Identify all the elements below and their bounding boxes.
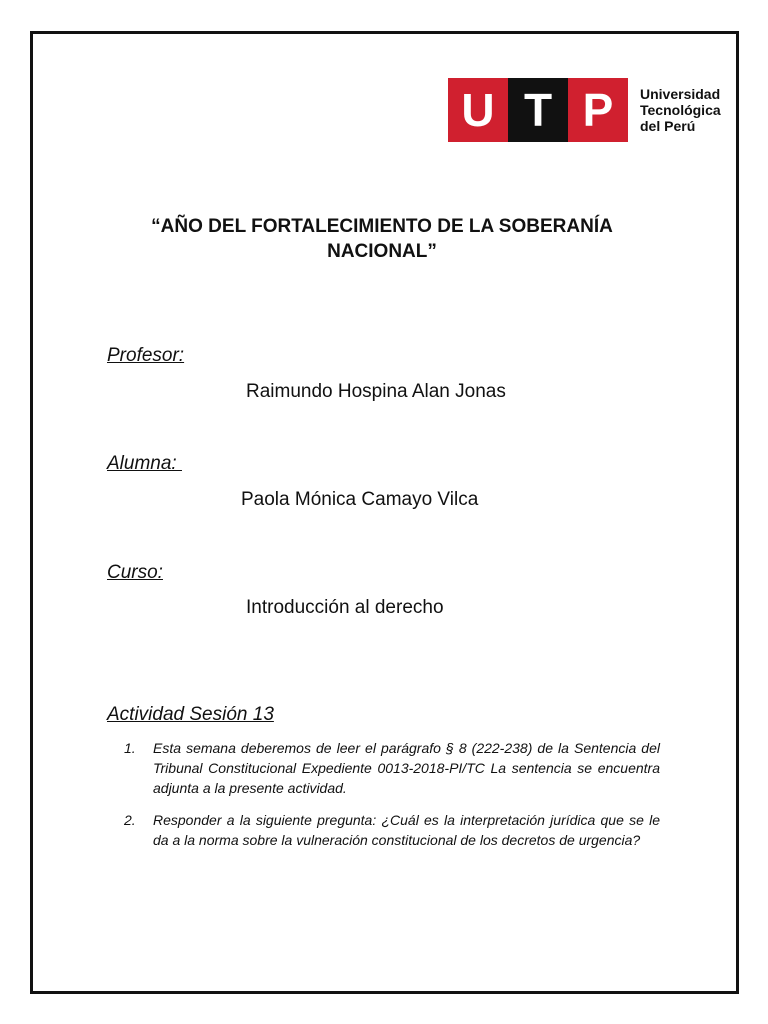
logo-letter-p: P: [568, 78, 628, 142]
activity-list: [124, 738, 660, 862]
logo-letter-blocks: [448, 78, 628, 142]
document-title: “AÑO DEL FORTALECIMIENTO DE LA SOBERANÍA NACIONAL”: [151, 216, 613, 262]
logo-text-line: del Perú: [640, 118, 696, 134]
curso-label: Curso:: [107, 562, 163, 583]
curso-name: Introducción al derecho: [246, 597, 444, 618]
activity-label: Actividad Sesión 13: [107, 704, 274, 725]
alumna-label: Alumna:: [107, 453, 182, 474]
profesor-label: Profesor:: [107, 345, 185, 366]
logo-university-name: [640, 86, 721, 134]
activity-item: [124, 738, 660, 798]
logo-text-line: Universidad: [640, 86, 721, 102]
logo-letter-u: U: [448, 78, 508, 142]
alumna-name: Paola Mónica Camayo Vilca: [241, 489, 479, 510]
logo-letter-t: T: [508, 78, 568, 142]
activity-item: [124, 810, 660, 850]
activity-item-text: Responder a la siguiente pregunta: ¿Cuál es la interpretación jurídica que se le da a la norma sobre la vulneración constitucional de los decretos de urgencia?: [153, 812, 660, 848]
logo-text-line: Tecnológica: [640, 102, 721, 118]
activity-item-number: 2.: [124, 812, 136, 828]
activity-item-number: 1.: [124, 740, 136, 756]
activity-item-text: Esta semana deberemos de leer el parágrafo § 8 (222-238) de la Sentencia del Tribunal Constitucional Expediente 0013-2018-PI/TC La sentencia se encuentra adjunta a la presente actividad.: [153, 740, 660, 796]
utp-logo: [448, 78, 721, 142]
profesor-name: Raimundo Hospina Alan Jonas: [246, 381, 506, 402]
